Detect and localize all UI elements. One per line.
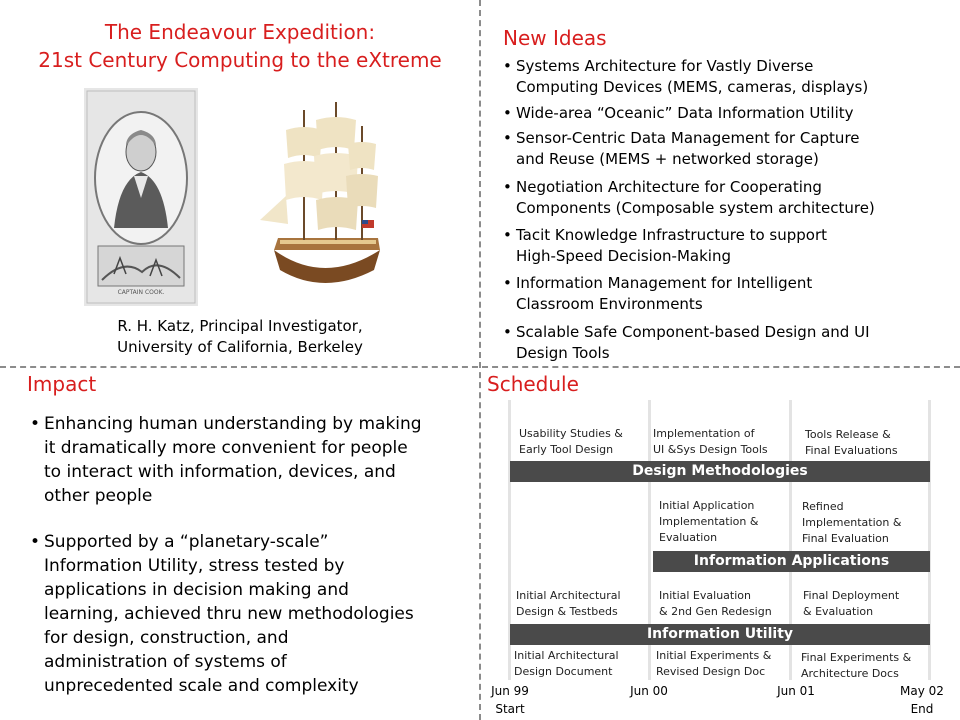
endeavour-ship-illustration [258, 100, 388, 296]
schedule-cell: Initial Architectural Design Document [514, 649, 619, 678]
schedule-cell: Initial Experiments & Revised Design Doc [656, 649, 772, 678]
title-line-1: The Endeavour Expedition: [104, 20, 376, 44]
idea-line: Classroom Environments [516, 295, 703, 313]
idea-line: Wide-area “Oceanic” Data Information Utility [516, 104, 854, 122]
impact-heading: Impact [27, 372, 97, 396]
schedule-cell: Final Deployment & Evaluation [803, 589, 900, 618]
impact-line: it dramatically more convenient for people [44, 438, 408, 458]
idea-line: Sensor-Centric Data Management for Capture [516, 129, 860, 147]
bullet: • [30, 532, 41, 552]
schedule-heading: Schedule [487, 372, 579, 396]
bullet: • [503, 274, 512, 292]
impact-line: applications in decision making and [44, 580, 349, 600]
schedule-cell: Usability Studies & Early Tool Design [519, 427, 623, 456]
schedule-cell: Refined Implementation & Final Evaluation [802, 500, 902, 545]
schedule-cell: Implementation of UI &Sys Design Tools [653, 427, 768, 456]
title-line-2: 21st Century Computing to the eXtreme [38, 48, 442, 72]
information-applications-bar: Information Applications [653, 551, 930, 572]
idea-line: Design Tools [516, 344, 610, 362]
idea-line: High-Speed Decision-Making [516, 247, 731, 265]
idea-line: Components (Composable system architecture) [516, 199, 875, 217]
schedule-cell: Final Experiments & Architecture Docs [801, 651, 912, 680]
information-utility-bar: Information Utility [510, 624, 930, 645]
idea-line: Tacit Knowledge Infrastructure to support [516, 226, 827, 244]
schedule-cell: Initial Evaluation & 2nd Gen Redesign [659, 589, 772, 618]
idea-line: Systems Architecture for Vastly Diverse [516, 57, 814, 75]
captain-cook-portrait [84, 88, 198, 306]
schedule-cell: Tools Release & Final Evaluations [805, 428, 898, 457]
bullet: • [503, 323, 512, 341]
impact-line: other people [44, 486, 153, 506]
bullet: • [503, 129, 512, 147]
idea-line: Scalable Safe Component-based Design and UI [516, 323, 870, 341]
horizontal-divider [0, 366, 960, 368]
impact-line: for design, construction, and [44, 628, 289, 648]
idea-line: and Reuse (MEMS + networked storage) [516, 150, 819, 168]
impact-line: Enhancing human understanding by making [44, 414, 422, 434]
schedule-cell: Initial Application Implementation & Evaluation [659, 499, 759, 544]
bullet: • [503, 104, 512, 122]
impact-line: to interact with information, devices, and [44, 462, 396, 482]
schedule-cell: Initial Architectural Design & Testbeds [516, 589, 621, 618]
credit-line-2: University of California, Berkeley [117, 338, 363, 356]
impact-line: administration of systems of [44, 652, 287, 672]
timeline-date: Jun 99 Start [491, 684, 529, 716]
idea-line: Information Management for Intelligent [516, 274, 813, 292]
bullet: • [503, 226, 512, 244]
impact-line: learning, achieved thru new methodologies [44, 604, 414, 624]
portrait-caption: CAPTAIN COOK. [117, 289, 165, 296]
design-methodologies-bar: Design Methodologies [510, 461, 930, 482]
idea-line: Negotiation Architecture for Cooperating [516, 178, 822, 196]
new-ideas-heading: New Ideas [503, 26, 607, 50]
impact-line: Supported by a “planetary-scale” [44, 532, 329, 552]
bullet: • [503, 178, 512, 196]
timeline-date: Jun 00 [630, 684, 668, 698]
credit-line-1: R. H. Katz, Principal Investigator, [117, 317, 363, 335]
impact-line: Information Utility, stress tested by [44, 556, 345, 576]
idea-line: Computing Devices (MEMS, cameras, displays) [516, 78, 869, 96]
bullet: • [503, 57, 512, 75]
vertical-divider [479, 0, 481, 720]
impact-line: unprecedented scale and complexity [44, 676, 359, 696]
bullet: • [30, 414, 41, 434]
timeline-date: May 02 End [900, 684, 944, 716]
timeline-date: Jun 01 [777, 684, 815, 698]
